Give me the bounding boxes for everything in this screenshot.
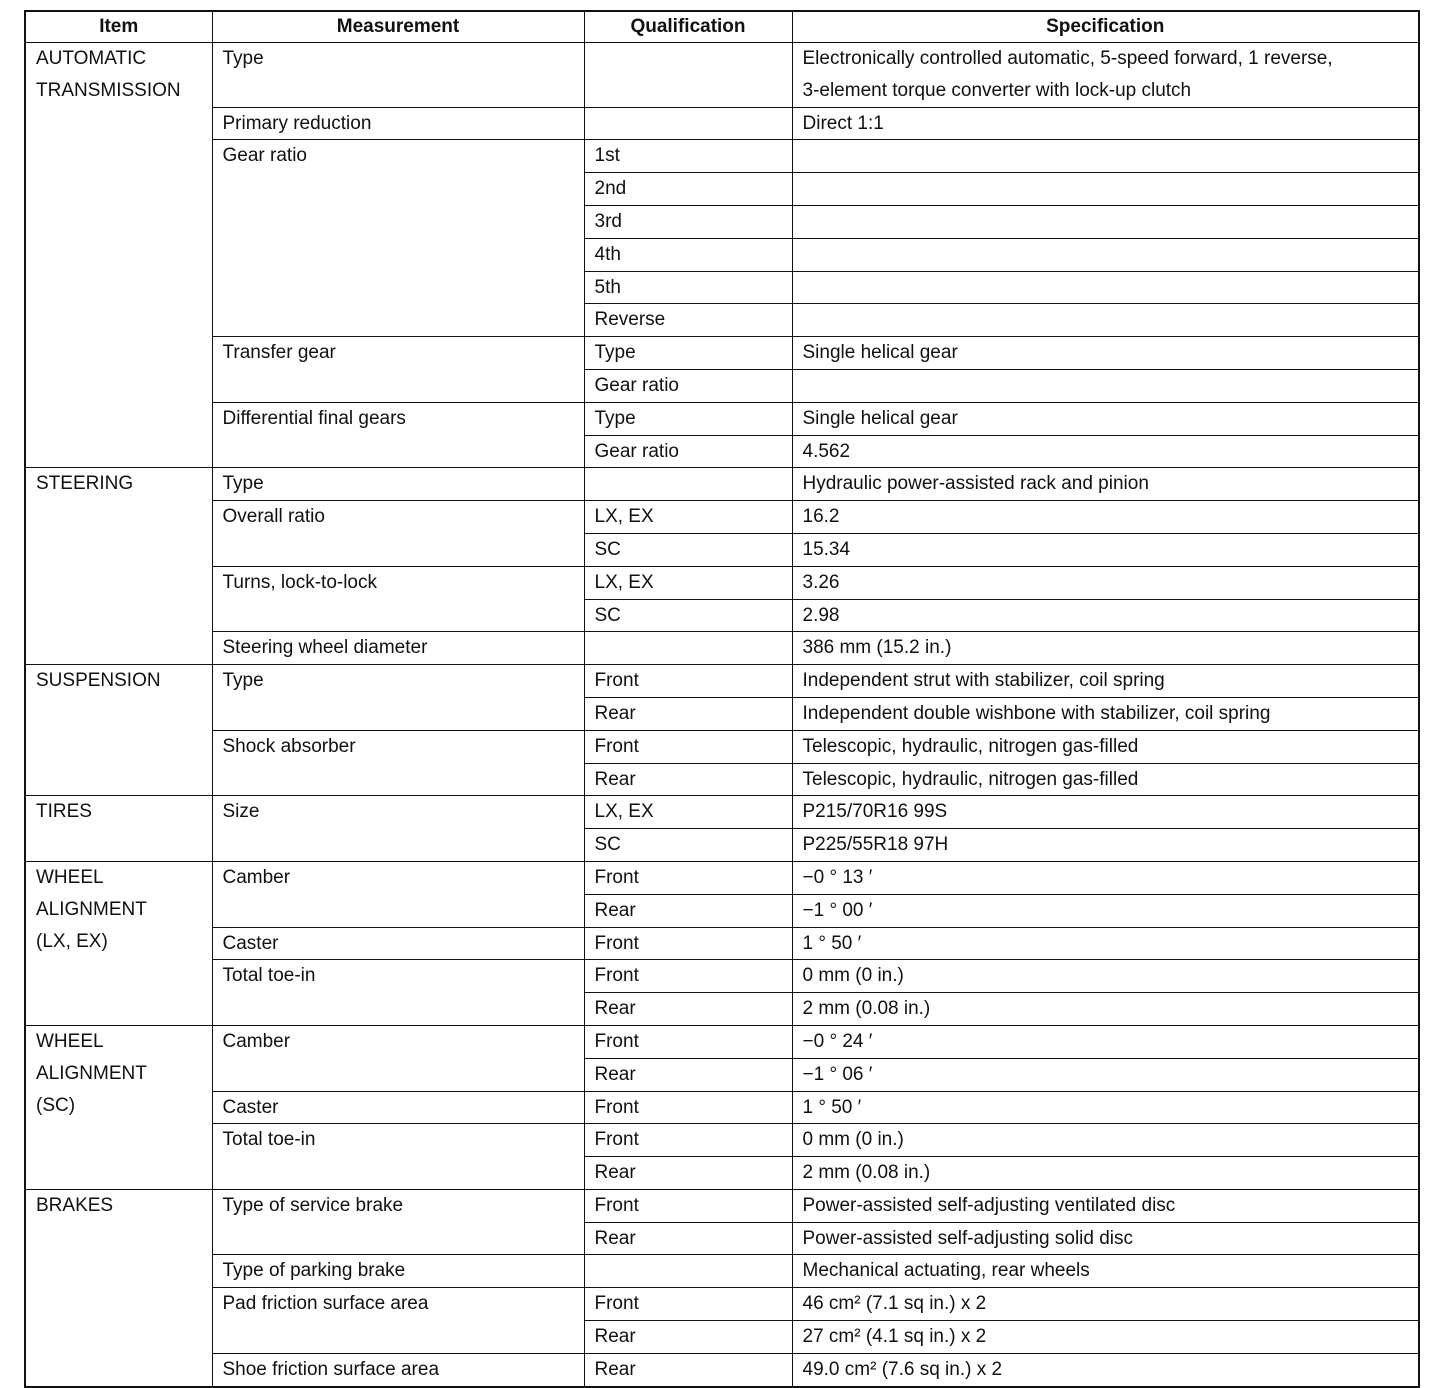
specification-line [803, 173, 1409, 205]
specification-line: 4.562 [802, 440, 851, 462]
measurement-cell: Overall ratio [212, 501, 584, 567]
header-qualification: Qualification [584, 11, 792, 43]
item-label-line: SUSPENSION [36, 670, 161, 692]
specification-line [803, 206, 1409, 238]
header-specification: Specification [792, 11, 1419, 43]
specification-cell [792, 632, 1419, 665]
item-cell [25, 665, 212, 796]
specification-line: Hydraulic power-assisted rack and pinion [802, 473, 1149, 495]
table-row [25, 566, 1419, 599]
measurement-cell: Steering wheel diameter [212, 632, 584, 665]
qualification-cell: 5th [584, 271, 792, 304]
specification-line: Independent strut with stabilizer, coil spring [802, 670, 1165, 692]
qualification-cell: Front [584, 960, 792, 993]
item-label-line: AUTOMATIC [36, 48, 147, 69]
specification-table [24, 10, 1420, 1388]
measurement-cell: Caster [212, 927, 584, 960]
qualification-cell: Rear [584, 1157, 792, 1190]
table-row [25, 43, 1419, 108]
specification-line: 27 cm² (4.1 sq in.) x 2 [802, 1326, 987, 1348]
specification-cell [792, 1025, 1419, 1058]
specification-line: 386 mm (15.2 in.) [802, 637, 952, 659]
qualification-cell: LX, EX [584, 796, 792, 829]
specification-line: 2 mm (0.08 in.) [802, 998, 931, 1020]
qualification-cell: Reverse [584, 304, 792, 337]
specification-cell [792, 238, 1419, 271]
table-row [25, 1353, 1419, 1386]
specification-line: Power-assisted self-adjusting ventilated disc [802, 1194, 1176, 1216]
item-label-line: (SC) [36, 1094, 76, 1116]
specification-cell [792, 43, 1419, 108]
specification-cell [792, 665, 1419, 698]
table-row [25, 1288, 1419, 1321]
measurement-cell: Total toe-in [212, 1124, 584, 1190]
specification-cell [792, 730, 1419, 763]
specification-line [803, 239, 1409, 271]
specification-cell [792, 894, 1419, 927]
specification-line: 15.34 [802, 538, 851, 560]
item-label-line: WHEEL [36, 866, 104, 888]
specification-cell [792, 599, 1419, 632]
qualification-cell: Type [584, 337, 792, 370]
specification-cell [792, 304, 1419, 337]
measurement-cell: Type of service brake [212, 1189, 584, 1255]
qualification-cell: Rear [584, 894, 792, 927]
qualification-cell [584, 107, 792, 140]
qualification-cell [584, 632, 792, 665]
item-label-line: WHEEL [36, 1030, 104, 1052]
qualification-cell: Rear [584, 1222, 792, 1255]
specification-cell [792, 1353, 1419, 1386]
header-measurement: Measurement [212, 11, 584, 43]
qualification-cell: 2nd [584, 173, 792, 206]
measurement-cell: Differential final gears [212, 402, 584, 468]
item-label-line: TIRES [36, 801, 92, 823]
specification-line: −0 ° 24 ′ [802, 1030, 873, 1052]
measurement-cell: Caster [212, 1091, 584, 1124]
item-label-line: ALIGNMENT [36, 898, 147, 920]
specification-cell [792, 402, 1419, 435]
qualification-cell: Rear [584, 1058, 792, 1091]
qualification-cell: Rear [584, 697, 792, 730]
table-row [25, 632, 1419, 665]
table-row [25, 468, 1419, 501]
table-row [25, 1091, 1419, 1124]
specification-cell [792, 796, 1419, 829]
specification-cell [792, 271, 1419, 304]
measurement-cell: Shoe friction surface area [212, 1353, 584, 1386]
specification-cell [792, 1255, 1419, 1288]
specification-line: −0 ° 13 ′ [802, 866, 873, 888]
specification-cell [792, 763, 1419, 796]
measurement-cell: Type of parking brake [212, 1255, 584, 1288]
item-cell [25, 796, 212, 862]
measurement-cell: Gear ratio [212, 140, 584, 337]
specification-cell [792, 697, 1419, 730]
qualification-cell: Type [584, 402, 792, 435]
measurement-cell: Turns, lock-to-lock [212, 566, 584, 632]
measurement-cell: Camber [212, 1025, 584, 1091]
specification-line: 1 ° 50 ′ [802, 1096, 862, 1118]
table-row [25, 107, 1419, 140]
measurement-cell: Shock absorber [212, 730, 584, 796]
measurement-cell: Size [212, 796, 584, 862]
qualification-cell: Rear [584, 1353, 792, 1386]
qualification-cell: Rear [584, 1321, 792, 1354]
specification-line: Electronically controlled automatic, 5-speed forward, 1 reverse, [802, 48, 1333, 69]
specification-line: 16.2 [802, 506, 840, 528]
specification-cell [792, 1189, 1419, 1222]
qualification-cell: Front [584, 1288, 792, 1321]
specification-line [803, 370, 1409, 402]
qualification-cell: LX, EX [584, 501, 792, 534]
specification-cell [792, 1091, 1419, 1124]
specification-line: Mechanical actuating, rear wheels [802, 1260, 1090, 1282]
table-body [25, 43, 1419, 1387]
qualification-cell: 3rd [584, 205, 792, 238]
specification-cell [792, 993, 1419, 1026]
specification-line: 46 cm² (7.1 sq in.) x 2 [802, 1293, 987, 1315]
specification-line [803, 140, 1409, 172]
specification-cell [792, 435, 1419, 468]
qualification-cell: SC [584, 533, 792, 566]
specification-line: P225/55R18 97H [802, 834, 949, 856]
measurement-cell: Camber [212, 861, 584, 927]
measurement-cell: Type [212, 665, 584, 731]
specification-cell [792, 369, 1419, 402]
qualification-cell: 1st [584, 140, 792, 173]
specification-line: 2.98 [802, 604, 840, 626]
table-row [25, 861, 1419, 894]
specification-cell [792, 1222, 1419, 1255]
measurement-cell: Total toe-in [212, 960, 584, 1026]
table-row [25, 927, 1419, 960]
specification-cell [792, 468, 1419, 501]
specification-line: Direct 1:1 [802, 112, 884, 134]
specification-line: P215/70R16 99S [802, 801, 948, 823]
qualification-cell: Gear ratio [584, 435, 792, 468]
item-cell [25, 43, 212, 468]
qualification-cell: 4th [584, 238, 792, 271]
measurement-cell: Transfer gear [212, 337, 584, 403]
specification-cell [792, 337, 1419, 370]
table-row [25, 140, 1419, 173]
table-row [25, 501, 1419, 534]
qualification-cell: SC [584, 829, 792, 862]
specification-line: 3-element torque converter with lock-up clutch [802, 79, 1192, 101]
qualification-cell: Front [584, 1124, 792, 1157]
qualification-cell: Front [584, 1091, 792, 1124]
specification-cell [792, 1288, 1419, 1321]
specification-line: Telescopic, hydraulic, nitrogen gas-filled [802, 768, 1139, 790]
specification-cell [792, 107, 1419, 140]
item-cell [25, 468, 212, 665]
item-label-line: STEERING [36, 473, 134, 495]
specification-cell [792, 173, 1419, 206]
qualification-cell: SC [584, 599, 792, 632]
table-row [25, 402, 1419, 435]
specification-line: Single helical gear [802, 407, 958, 429]
item-label-line: ALIGNMENT [36, 1062, 147, 1084]
specification-line: 0 mm (0 in.) [802, 1129, 904, 1151]
specification-line: −1 ° 00 ′ [802, 899, 873, 921]
table-row [25, 1255, 1419, 1288]
specification-cell [792, 1321, 1419, 1354]
header-item: Item [25, 11, 212, 43]
specification-cell [792, 861, 1419, 894]
specification-line: 0 mm (0 in.) [802, 965, 904, 987]
specification-line: Power-assisted self-adjusting solid disc [802, 1227, 1134, 1249]
specification-cell [792, 205, 1419, 238]
table-row [25, 730, 1419, 763]
item-label-line: TRANSMISSION [36, 79, 181, 101]
table-row [25, 1025, 1419, 1058]
specification-cell [792, 501, 1419, 534]
header-row [25, 11, 1419, 43]
specification-line: Independent double wishbone with stabilizer, coil spring [802, 702, 1271, 724]
table-row [25, 796, 1419, 829]
specification-cell [792, 533, 1419, 566]
item-label-line: (LX, EX) [36, 930, 108, 952]
specification-line: 1 ° 50 ′ [802, 932, 862, 954]
specification-line: Single helical gear [802, 342, 958, 364]
qualification-cell: Rear [584, 763, 792, 796]
table-row [25, 1124, 1419, 1157]
item-label-line: BRAKES [36, 1194, 114, 1216]
qualification-cell: Rear [584, 993, 792, 1026]
specification-cell [792, 140, 1419, 173]
qualification-cell: Front [584, 665, 792, 698]
qualification-cell [584, 1255, 792, 1288]
qualification-cell [584, 468, 792, 501]
specification-cell [792, 927, 1419, 960]
measurement-cell: Type [212, 43, 584, 108]
specification-line: −1 ° 06 ′ [802, 1063, 873, 1085]
specification-line: 2 mm (0.08 in.) [802, 1162, 931, 1184]
specification-line: 3.26 [802, 571, 840, 593]
qualification-cell: Gear ratio [584, 369, 792, 402]
specification-cell [792, 566, 1419, 599]
qualification-cell: LX, EX [584, 566, 792, 599]
table-row [25, 337, 1419, 370]
specification-cell [792, 960, 1419, 993]
qualification-cell [584, 43, 792, 108]
measurement-cell: Primary reduction [212, 107, 584, 140]
qualification-cell: Front [584, 1025, 792, 1058]
table-row [25, 665, 1419, 698]
specification-line: Telescopic, hydraulic, nitrogen gas-filled [802, 735, 1139, 757]
specification-line [803, 272, 1409, 304]
specification-cell [792, 829, 1419, 862]
specification-cell [792, 1058, 1419, 1091]
table-row [25, 1189, 1419, 1222]
table-row [25, 960, 1419, 993]
specification-line: 49.0 cm² (7.6 sq in.) x 2 [802, 1358, 1003, 1380]
qualification-cell: Front [584, 927, 792, 960]
measurement-cell: Type [212, 468, 584, 501]
qualification-cell: Front [584, 861, 792, 894]
qualification-cell: Front [584, 1189, 792, 1222]
item-cell [25, 1189, 212, 1386]
item-cell [25, 1025, 212, 1189]
specification-line [803, 304, 1409, 336]
item-cell [25, 861, 212, 1025]
measurement-cell: Pad friction surface area [212, 1288, 584, 1354]
qualification-cell: Front [584, 730, 792, 763]
specification-cell [792, 1157, 1419, 1190]
specification-cell [792, 1124, 1419, 1157]
